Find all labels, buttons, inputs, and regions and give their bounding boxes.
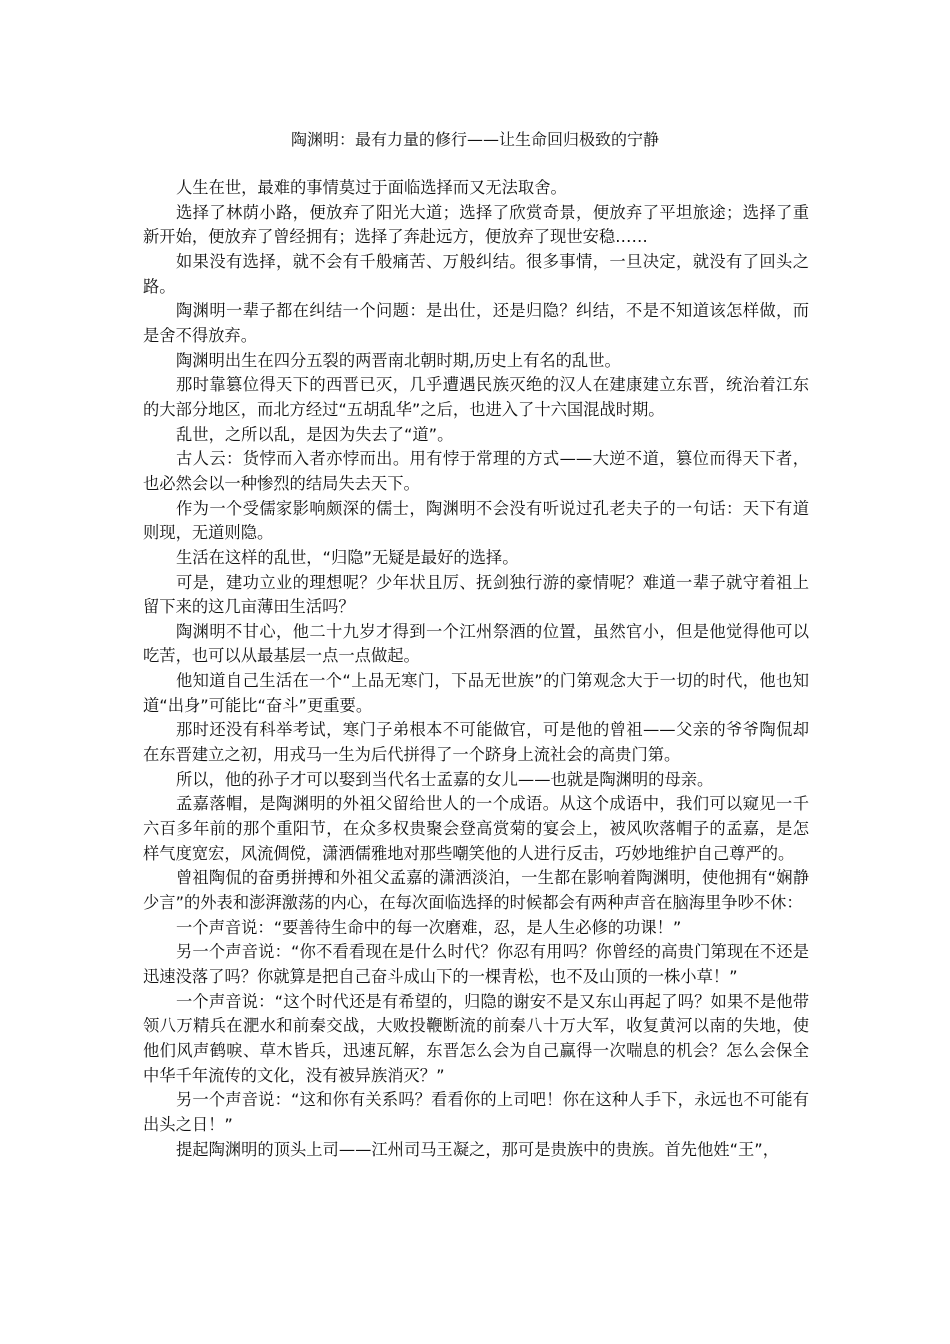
paragraph: 曾祖陶侃的奋勇拼搏和外祖父孟嘉的潇洒淡泊，一生都在影响着陶渊明，使他拥有“娴静少言”的外表和澎湃激荡的内心，在每次面临选择的时候都会有两种声音在脑海里争吵不休： — [143, 868, 809, 913]
paragraph: 人生在世，最难的事情莫过于面临选择而又无法取舍。 — [176, 178, 567, 197]
paragraph: 可是，建功立业的理想呢？少年状且厉、抚剑独行游的豪情呢？难道一辈子就守着祖上留下来的这几亩薄田生活吗？ — [143, 572, 809, 617]
paragraph: 如果没有选择，就不会有千般痛苦、万般纠结。很多事情，一旦决定，就没有了回头之路。 — [143, 251, 809, 296]
paragraph: 所以，他的孙子才可以娶到当代名士孟嘉的女儿——也就是陶渊明的母亲。 — [176, 769, 714, 789]
paragraph: 陶渊明出生在四分五裂的两晋南北朝时期,历史上有名的乱世。 — [176, 350, 621, 370]
paragraph: 乱世，之所以乱，是因为失去了“道”。 — [176, 424, 454, 444]
paragraph: 一个声音说：“要善待生命中的每一次磨难，忍，是人生必修的功课！” — [176, 917, 682, 937]
document-body — [143, 176, 809, 1162]
paragraph: 生活在这样的乱世，“归隐”无疑是最好的选择。 — [176, 547, 519, 567]
document-title: 陶渊明：最有力量的修行——让生命回归极致的宁静 — [290, 130, 659, 149]
paragraph: 他知道自己生活在一个“上品无寒门，下品无世族”的门第观念大于一切的时代，他也知道“出身”可能比“奋斗”更重要。 — [143, 671, 809, 715]
paragraph: 作为一个受儒家影响颇深的儒士，陶渊明不会没有听说过孔老夫子的一句话：天下有道则现，无道则隐。 — [143, 498, 809, 543]
paragraph: 另一个声音说：“这和你有关系吗？看看你的上司吧！你在这种人手下，永远也不可能有出头之日！” — [143, 1090, 809, 1134]
paragraph: 那时还没有科举考试，寒门子弟根本不可能做官，可是他的曾祖——父亲的爷爷陶侃却在东晋建立之初，用戎马一生为后代拼得了一个跻身上流社会的高贵门第。 — [143, 720, 809, 765]
paragraph: 那时靠篡位得天下的西晋已灭，几乎遭遇民族灭绝的汉人在建康建立东晋，统治着江东的大部分地区，而北方经过“五胡乱华”之后，也进入了十六国混战时期。 — [143, 375, 809, 419]
paragraph: 一个声音说：“这个时代还是有希望的，归隐的谢安不是又东山再起了吗？如果不是他带领八万精兵在淝水和前秦交战，大败投鞭断流的前秦八十万大军，收复黄河以南的失地，使他们风声鹤唳、草木皆兵，迅速瓦解，东晋怎么会为自己赢得一次喘息的机会？怎么会保全中华千年流传的文化，没有被异族消灭？” — [143, 991, 809, 1085]
paragraph: 提起陶渊明的顶头上司——江州司马王凝之，那可是贵族中的贵族。首先他姓“王”， — [176, 1139, 779, 1159]
paragraph: 古人云：货悖而入者亦悖而出。用有悖于常理的方式——大逆不道，篡位而得天下者，也必然会以一种惨烈的结局失去天下。 — [143, 449, 809, 493]
paragraph: 孟嘉落帽，是陶渊明的外祖父留给世人的一个成语。从这个成语中，我们可以窥见一千六百多年前的那个重阳节，在众多权贵聚会登高赏菊的宴会上，被风吹落帽子的孟嘉，是怎样气度宽宏，风流倜傥，潇洒儒雅地对那些嘲笑他的人进行反击，巧妙地维护自己尊严的。 — [143, 794, 809, 863]
paragraph: 另一个声音说：“你不看看现在是什么时代？你忍有用吗？你曾经的高贵门第现在不还是迅速没落了吗？你就算是把自己奋斗成山下的一棵青松，也不及山顶的一株小草！” — [143, 942, 809, 986]
paragraph: 陶渊明不甘心，他二十九岁才得到一个江州祭酒的位置，虽然官小，但是他觉得他可以吃苦，也可以从最基层一点一点做起。 — [143, 621, 809, 666]
paragraph: 陶渊明一辈子都在纠结一个问题：是出仕，还是归隐？纠结，不是不知道该怎样做，而是舍不得放弃。 — [143, 301, 809, 345]
paragraph: 选择了林荫小路，便放弃了阳光大道；选择了欣赏奇景，便放弃了平坦旅途；选择了重新开始，便放弃了曾经拥有；选择了奔赴远方，便放弃了现世安稳…… — [143, 202, 809, 247]
